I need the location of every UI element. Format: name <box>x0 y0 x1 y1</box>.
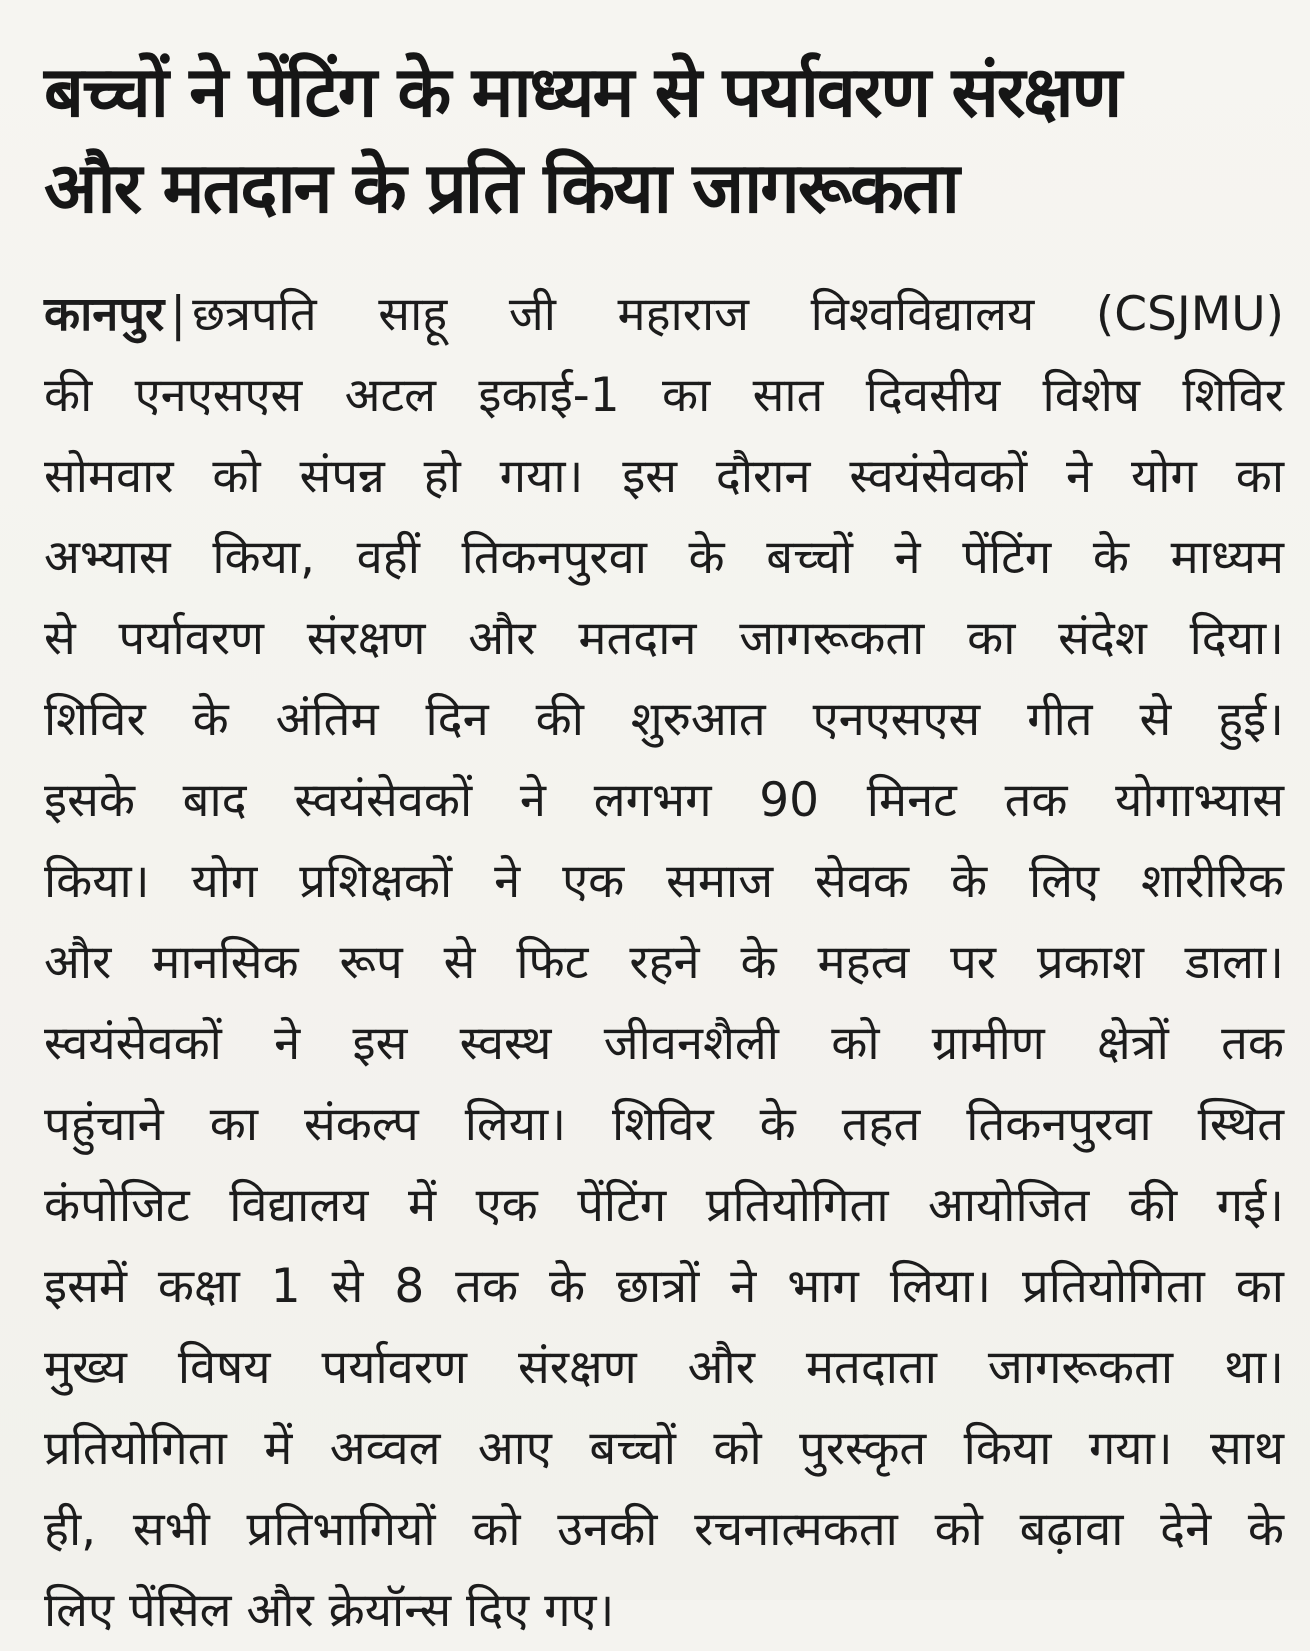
headline-line: और मतदान के प्रति किया जागरूकता <box>44 147 958 229</box>
body-line: प्रतियोगिता में अव्वल आए बच्चों को पुरस्कृत किया गया। साथ <box>44 1421 1284 1476</box>
body-line: मुख्य विषय पर्यावरण संरक्षण और मतदाता जागरूकता था। <box>44 1340 1284 1395</box>
body-line <box>44 274 1284 355</box>
body-line: की एनएसएस अटल इकाई-1 का सात दिवसीय विशेष शिविर <box>44 368 1284 423</box>
body-line: पहुंचाने का संकल्प लिया। शिविर के तहत तिकनपुरवा स्थित <box>44 1097 1284 1152</box>
article-headline <box>44 44 1274 236</box>
body-line: से पर्यावरण संरक्षण और मतदान जागरूकता का संदेश दिया। <box>44 611 1284 666</box>
body-line: किया। योग प्रशिक्षकों ने एक समाज सेवक के लिए शारीरिक <box>44 854 1284 909</box>
body-line: अभ्यास किया, वहीं तिकनपुरवा के बच्चों ने पेंटिंग के माध्यम <box>44 530 1284 585</box>
body-line: कंपोजिट विद्यालय में एक पेंटिंग प्रतियोगिता आयोजित की गई। <box>44 1178 1284 1233</box>
headline-line: बच्चों ने पेंटिंग के माध्यम से पर्यावरण संरक्षण <box>44 51 1121 133</box>
body-line: इसमें कक्षा 1 से 8 तक के छात्रों ने भाग लिया। प्रतियोगिता का <box>44 1259 1284 1314</box>
dateline-separator: | <box>170 287 187 342</box>
article-body <box>44 274 1284 1651</box>
dateline: कानपुर <box>44 287 165 342</box>
body-line: इसके बाद स्वयंसेवकों ने लगभग 90 मिनट तक योगाभ्यास <box>44 773 1284 828</box>
body-line-text: छत्रपति साहू जी महाराज विश्वविद्यालय (CSJMU) <box>192 287 1284 342</box>
body-line: शिविर के अंतिम दिन की शुरुआत एनएसएस गीत से हुई। <box>44 692 1284 747</box>
body-line: और मानसिक रूप से फिट रहने के महत्व पर प्रकाश डाला। <box>44 935 1284 990</box>
body-line: सोमवार को संपन्न हो गया। इस दौरान स्वयंसेवकों ने योग का <box>44 449 1284 504</box>
body-line: लिए पेंसिल और क्रेयॉन्स दिए गए। <box>44 1583 615 1638</box>
body-line: ही, सभी प्रतिभागियों को उनकी रचनात्मकता को बढ़ावा देने के <box>44 1502 1284 1557</box>
body-line: स्वयंसेवकों ने इस स्वस्थ जीवनशैली को ग्रामीण क्षेत्रों तक <box>44 1016 1284 1071</box>
